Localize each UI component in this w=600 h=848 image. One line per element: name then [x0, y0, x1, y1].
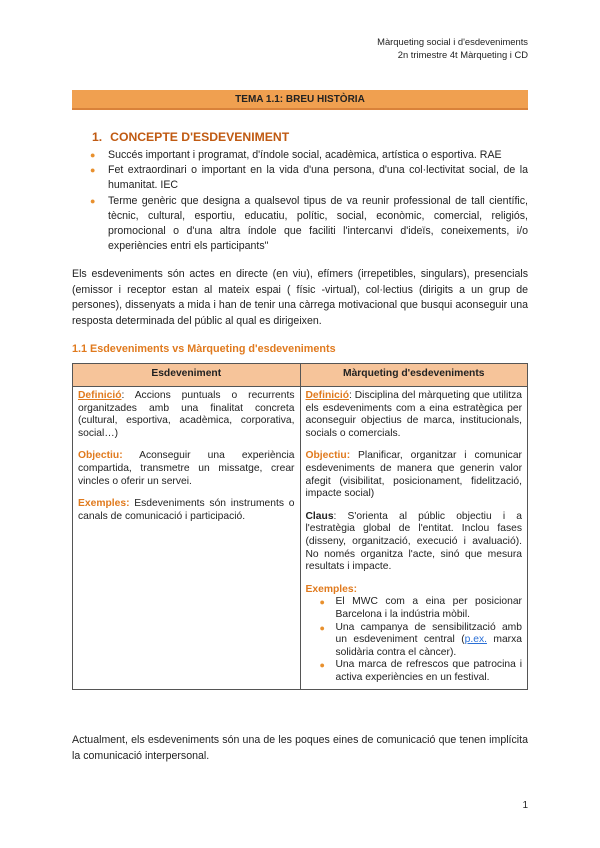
- table-header-cell: Esdeveniment: [73, 364, 301, 387]
- bullet-icon: ●: [319, 660, 325, 671]
- list-item: [306, 659, 523, 684]
- table-header-cell: Màrqueting d'esdeveniments: [300, 364, 528, 387]
- table-cell-marqueting: [300, 387, 528, 690]
- objective-block: [306, 450, 523, 500]
- list-item: [80, 163, 528, 193]
- section-heading: [92, 130, 289, 144]
- keys-text: : S'orienta al públic objectiu i a l'estratègia global de l'entitat. Inclou fases (disseny, organització, execució i avaluació). No només organitza l'acte, sinó que mesura resultats i impacte.: [305, 510, 522, 573]
- example-text: Una marca de refrescos que patrocina i activa experiències en un festival.: [335, 659, 522, 683]
- examples-text: Esdeveniments són instruments o canals de comunicació i participació.: [78, 498, 295, 522]
- table-cell-esdeveniment: [73, 387, 301, 690]
- keys-block: [306, 511, 523, 574]
- definition-label: Definició: [78, 390, 122, 401]
- example-text: El MWC com a eina per posicionar Barcelona i la indústria mòbil.: [335, 596, 522, 620]
- bullet-icon: ●: [319, 622, 325, 633]
- objective-label: Objectiu:: [78, 450, 123, 462]
- definition-block: [78, 390, 295, 440]
- definition-list: [80, 148, 528, 254]
- section-number: 1.: [92, 130, 103, 144]
- bullet-icon: ●: [319, 597, 325, 608]
- page-number: 1: [522, 800, 528, 811]
- list-item: [80, 148, 528, 163]
- list-item: [80, 194, 528, 255]
- intro-paragraph: Els esdeveniments són actes en directe (en viu), efímers (irrepetibles, singulars), presencials (emissor i receptor estan al mateix espai ( físic -virtual), col·lectius (dirigits a un grup de persones), dissenyats a mida i han de tenir una càrrega motivacional que busqui aconseguir una resposta determinada del públic al qual es dirigeixen.: [72, 268, 528, 327]
- examples-label: Exemples:: [78, 498, 130, 510]
- bullet-icon: ●: [90, 165, 96, 176]
- list-item: [306, 596, 523, 621]
- page-title: TEMA 1.1: BREU HISTÒRIA: [72, 90, 528, 110]
- example-text-after: marxa solidària contra el càncer).: [335, 634, 522, 658]
- objective-label: Objectiu:: [305, 450, 351, 462]
- list-item-text: Succés important i programat, d'índole social, acadèmica, artística o esportiva. RAE: [108, 149, 502, 161]
- objective-block: [78, 450, 295, 488]
- header-line-1: Màrqueting social i d'esdeveniments: [377, 36, 528, 47]
- table-row: [73, 387, 528, 690]
- definition-label: Definició: [305, 390, 349, 401]
- examples-block: [306, 584, 523, 685]
- definition-text: : Accions puntuals o recurrents organitzades amb una finalitat concreta (cultural, esportiva, acadèmica, corporativa, social…): [78, 390, 295, 439]
- keys-label: Claus: [305, 510, 334, 522]
- comparison-table: [72, 363, 528, 690]
- example-text: Una campanya de sensibilització amb un esdeveniment central (: [335, 621, 522, 646]
- list-item-text: Fet extraordinari o important en la vida d'una persona, d'una col·lectivitat social, de la humanitat. IEC: [108, 164, 528, 192]
- objective-text: Aconseguir una experiència compartida, transmetre un missatge, crear vincles o oferir un servei.: [78, 450, 295, 487]
- subsection-heading: 1.1 Esdeveniments vs Màrqueting d'esdeveniments: [72, 343, 336, 355]
- bullet-icon: ●: [90, 150, 96, 160]
- definition-text: : Disciplina del màrqueting que utilitza els esdeveniments com a eina estratègica per aconseguir objectius de marca, institucionals, socials o comercials.: [305, 390, 522, 439]
- page-header: [377, 35, 528, 61]
- examples-list: [306, 596, 523, 684]
- definition-block: [306, 390, 523, 440]
- closing-paragraph: Actualment, els esdeveniments són una de les poques eines de comunicació que tenen implícita la comunicació interpersonal.: [72, 734, 528, 763]
- list-item: [306, 622, 523, 660]
- examples-label: Exemples:: [305, 583, 358, 595]
- header-line-2: 2n trimestre 4t Màrqueting i CD: [397, 49, 528, 60]
- list-item-text: Terme genèric que designa a qualsevol tipus de va reunir professional de tall científic, tècnic, cultural, esportiu, educatiu, polític, social, econòmic, comercial, religiós, promocional o d'una altra índole que faciliti l'intercanvi d'ideïs, coneixements, i/o experiències entri els participants": [108, 194, 528, 253]
- table-header-row: [73, 364, 528, 387]
- bullet-icon: ●: [90, 195, 96, 206]
- section-title: CONCEPTE D'ESDEVENIMENT: [110, 130, 290, 144]
- examples-block: [78, 498, 295, 523]
- objective-text: Planificar, organitzar i comunicar esdeveniments de manera que generin valor afegit (visibilitat, posicionament, fidelització, impacte social): [305, 450, 522, 500]
- example-link[interactable]: p.ex.: [464, 634, 487, 646]
